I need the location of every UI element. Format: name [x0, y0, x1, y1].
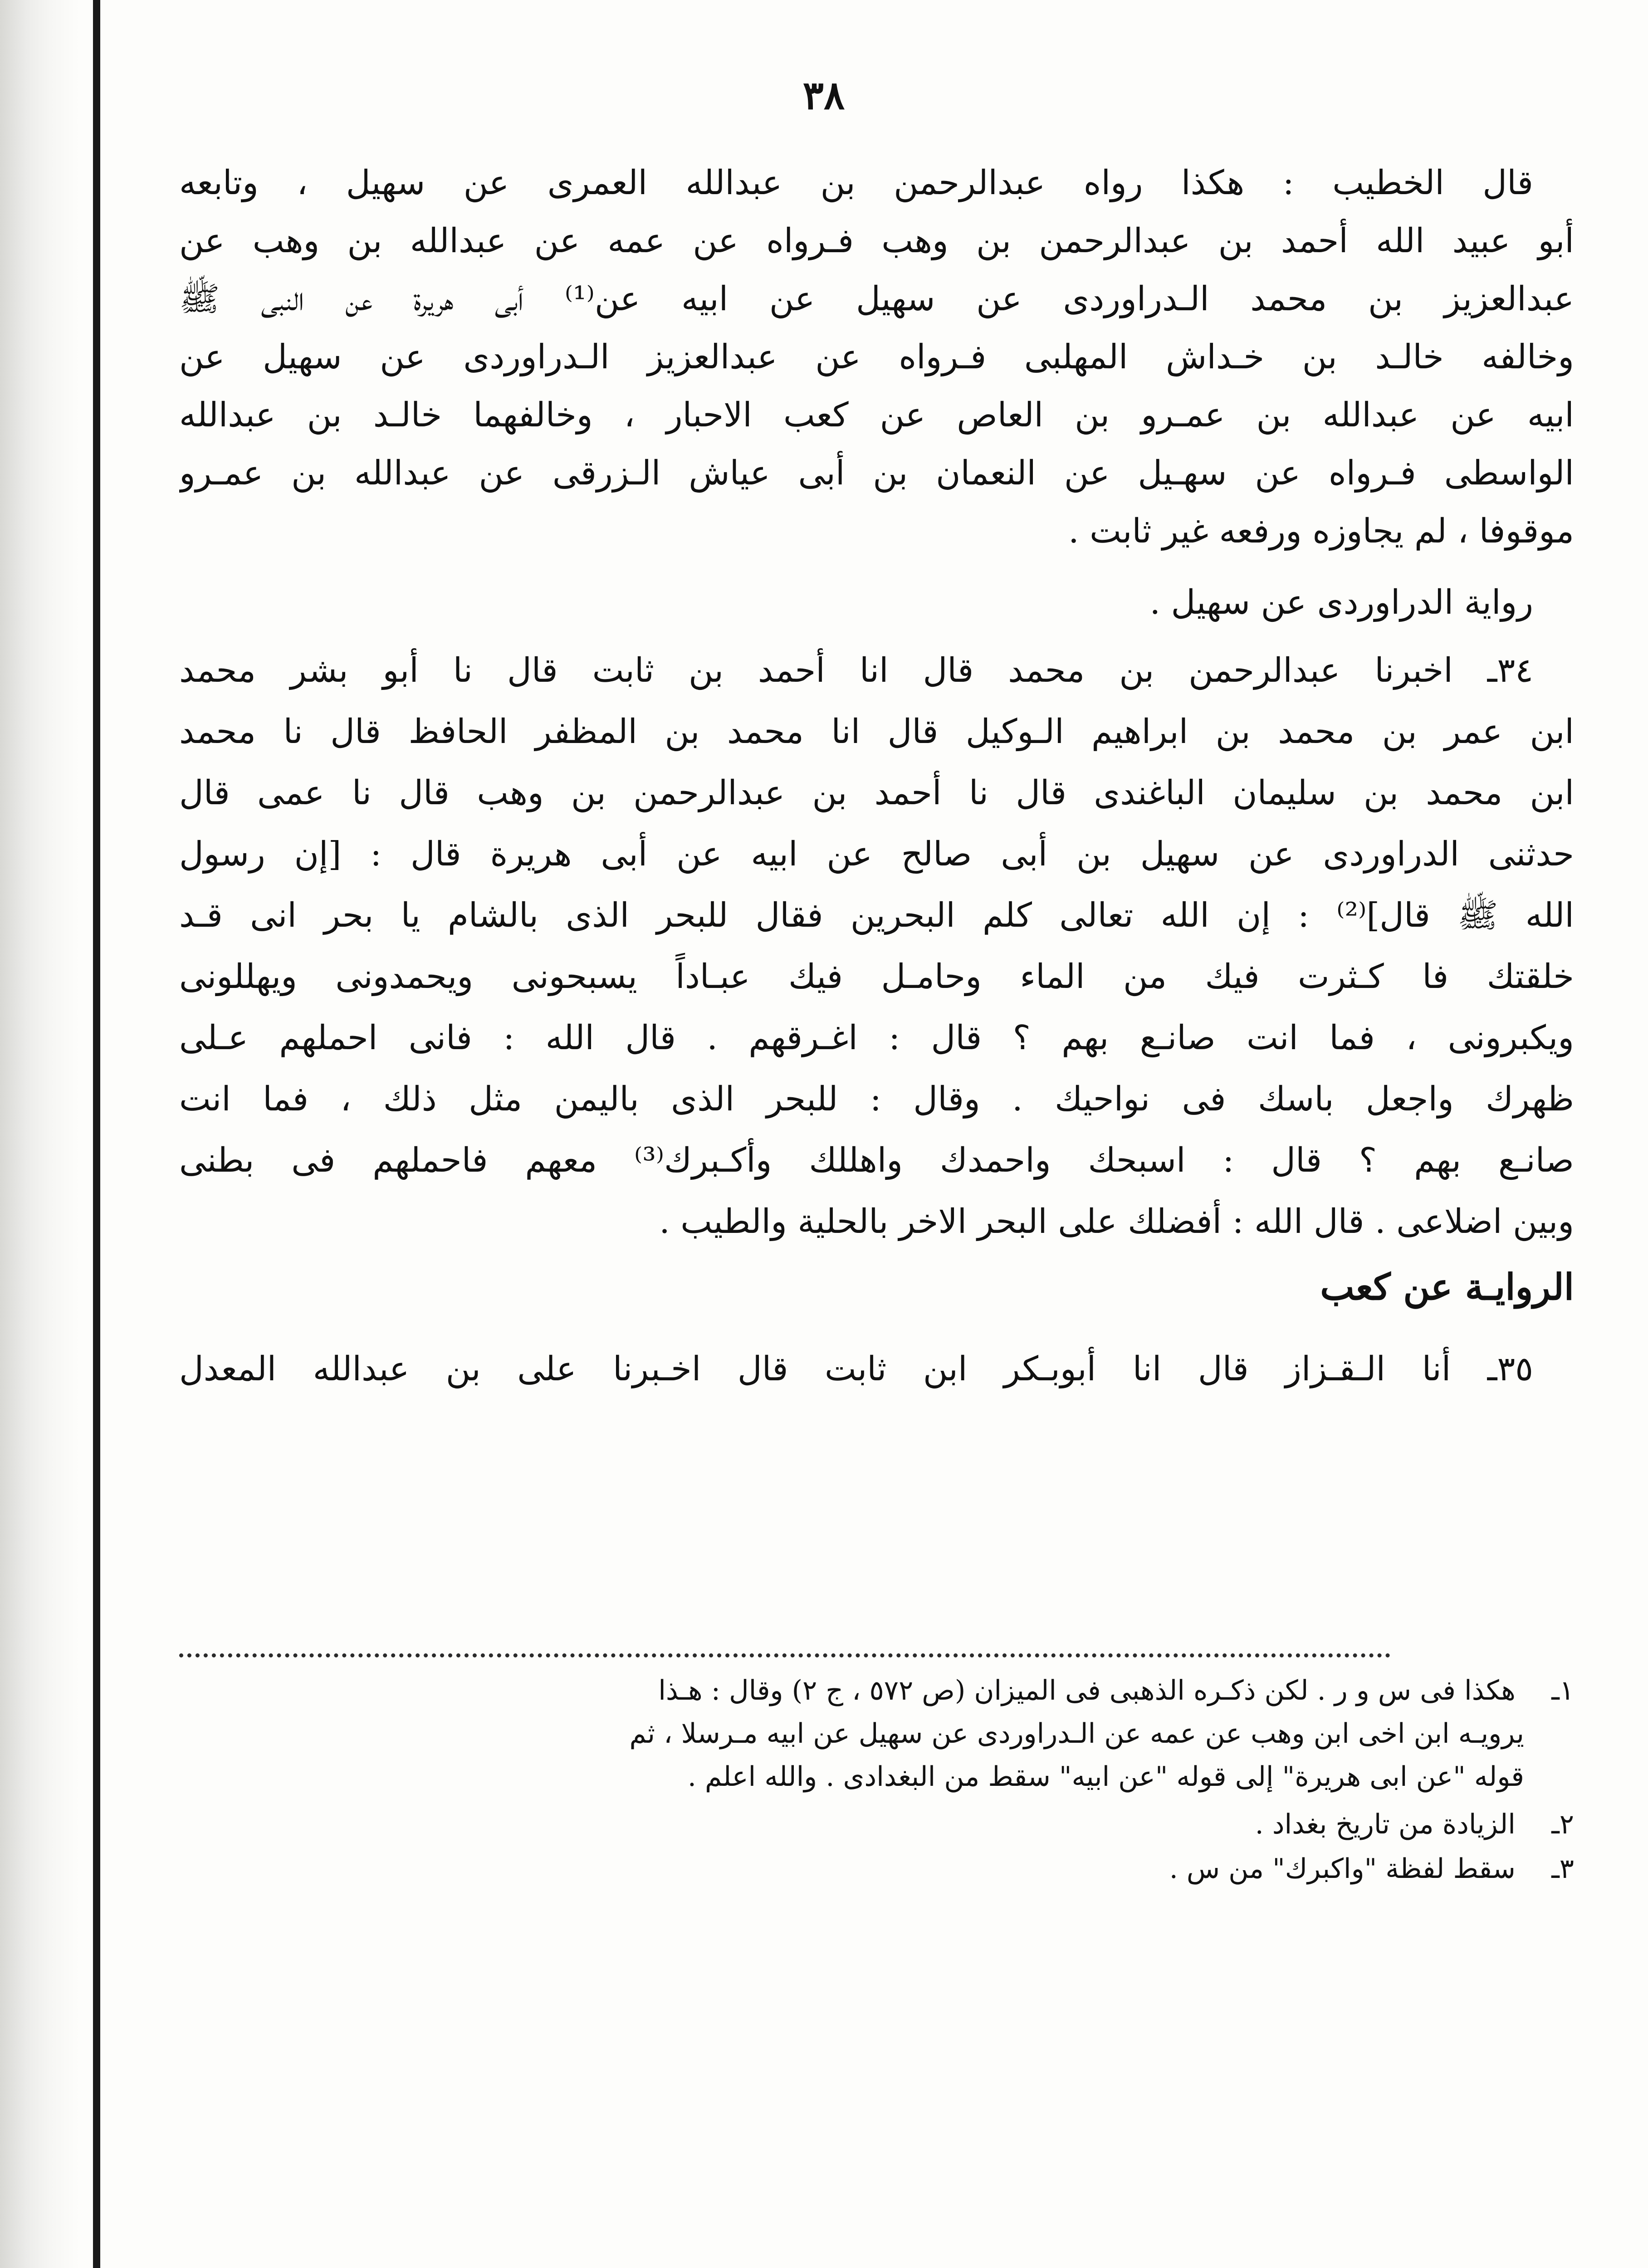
footnote-number: ١ـ: [1551, 1675, 1574, 1706]
body-line: عبدالعزيز بن محمد الـدراوردى عن سهيل عن ابيه عن⁽¹⁾ أبى هريرة عن النبى ﷺ: [179, 279, 1574, 318]
hadith-line: وبين اضلاعى . قال الله : أفضلك على البحر الاخر بالحلية والطيب .: [659, 1202, 1574, 1241]
body-line: ابيه عن عبدالله بن عمـرو بن العاص عن كعب الاحبار ، وخالفهما خالـد بن عبدالله: [179, 396, 1574, 435]
subheading-line: رواية الدراوردى عن سهيل .: [1149, 583, 1533, 622]
hadith-line: حدثنى الدراوردى عن سهيل بن أبى صالح عن ابيه عن أبى هريرة قال : [إن رسول: [179, 835, 1574, 874]
footnote-separator: [179, 1653, 1390, 1657]
footnote-line: [179, 1672, 1574, 1710]
footnote-number: ٣ـ: [1551, 1853, 1574, 1885]
footnote-line: [179, 1715, 1574, 1753]
main-text: [179, 0, 1574, 2268]
footnote-line: [179, 1805, 1574, 1843]
footnote-text: قوله "عن ابى هريرة" إلى قوله "عن ابيه" سقط من البغدادى . والله اعلم .: [687, 1761, 1524, 1793]
footnote-text: يرويـه ابن اخى ابن وهب عن عمه عن الـدراوردى عن سهيل عن ابيه مـرسلا ، ثم: [629, 1718, 1524, 1750]
footnote-number: ٢ـ: [1551, 1809, 1574, 1840]
body-line: الواسطى فـرواه عن سهـيل عن النعمان بن أبى عياش الـزرقى عن عبدالله بن عمـرو: [179, 454, 1574, 493]
body-line: وخالفه خالـد بن خـداش المهلبى فـرواه عن عبدالعزيز الـدراوردى عن سهيل عن: [179, 337, 1574, 376]
page-number: ٣٨: [802, 73, 845, 118]
hadith-line: ويكبرونى ، فما انت صانـع بهم ؟ قال : اغـرقهم . قال الله : فانى احملهم عـلى: [179, 1018, 1574, 1057]
hadith-line: صانـع بهم ؟ قال : اسبحك واحمدك واهللك وأكـبرك⁽³⁾ معهم فاحملهم فى بطنى: [179, 1141, 1574, 1180]
hadith-line: ٣٥ـ أنا الـقـزاز قال انا أبوبـكر ابن ثابت قال اخـبرنا على بن عبدالله المعدل: [179, 1349, 1533, 1388]
scan-shadow-edge: [0, 0, 79, 2268]
footnote-line: [179, 1758, 1574, 1796]
hadith-line: الله ﷺ قال]⁽²⁾ : إن الله تعالى كلم البحرين فقال للبحر الذى بالشام يا بحر انى قـد: [179, 896, 1574, 935]
hadith-line: ٣٤ـ اخبرنا عبدالرحمن بن محمد قال انا أحمد بن ثابت قال نا أبو بشر محمد: [179, 651, 1533, 690]
body-line: أبو عبيد الله أحمد بن عبدالرحمن بن وهب فـرواه عن عمه عن عبدالله بن وهب عن: [179, 221, 1574, 260]
hadith-line: ابن عمر بن محمد بن ابراهيم الـوكيل قال انا محمد بن المظفر الحافظ قال نا محمد: [179, 712, 1574, 751]
footnote-text: سقط لفظة "واكبرك" من س .: [1169, 1853, 1516, 1885]
footnote-text: هكذا فى س و ر . لكن ذكـره الذهبى فى الميزان (ص ٥٧٢ ، ج ٢) وقال : هـذا: [658, 1675, 1516, 1706]
binding-edge-line: [93, 0, 100, 2268]
hadith-line: خلقتك فا كـثرت فيك من الماء وحامـل فيك عبـاداً يسبحونى ويحمدونى ويهللونى: [179, 957, 1574, 996]
hadith-line: ظهرك واجعل باسك فى نواحيك . وقال : للبحر الذى باليمن مثل ذلك ، فما انت: [179, 1080, 1574, 1119]
footnote-line: [179, 1850, 1574, 1888]
section-heading: الروايـة عن كعب: [1320, 1266, 1574, 1308]
footnote-text: الزيادة من تاريخ بغداد .: [1255, 1809, 1516, 1840]
hadith-line: ابن محمد بن سليمان الباغندى قال نا أحمد بن عبدالرحمن بن وهب قال نا عمى قال: [179, 773, 1574, 812]
body-line: قال الخطيب : هكذا رواه عبدالرحمن بن عبدالله العمرى عن سهيل ، وتابعه: [179, 163, 1533, 202]
body-line: موقوفا ، لم يجاوزه ورفعه غير ثابت .: [1068, 512, 1574, 551]
